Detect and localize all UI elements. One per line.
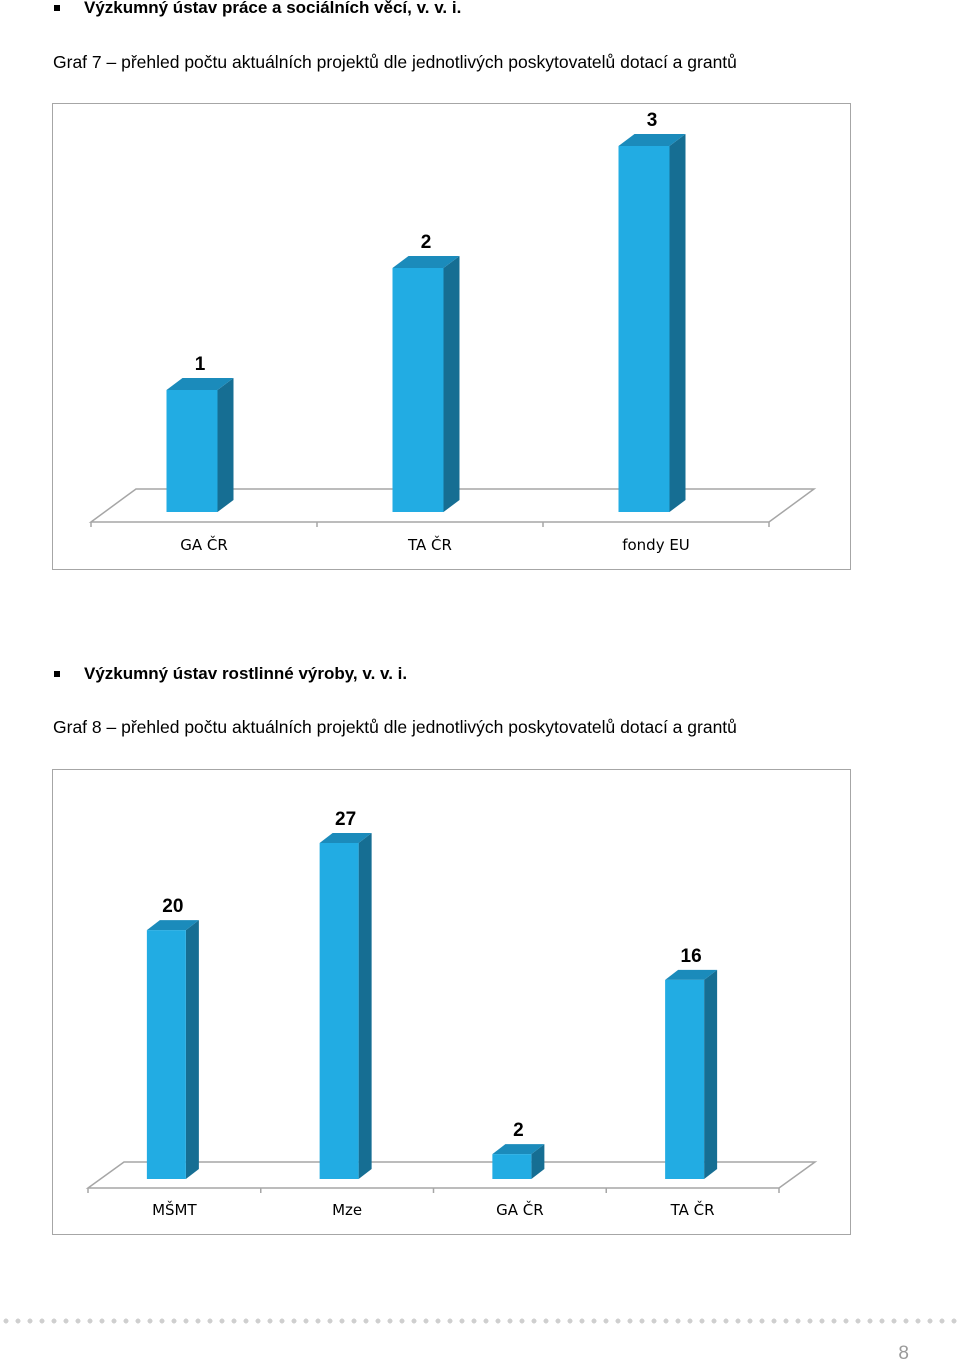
- graf7-category-label-1: TA ČR: [408, 536, 452, 554]
- graf7-category-label-2: fondy EU: [622, 536, 690, 554]
- graf8-category-label-0: MŠMT: [152, 1201, 197, 1219]
- footer-dotted-divider: [0, 1317, 960, 1325]
- page-number: 8: [898, 1343, 909, 1364]
- graf8-category-label-1: Mze: [332, 1201, 363, 1219]
- bullet-icon: [54, 5, 60, 11]
- bullet-icon: [54, 671, 60, 677]
- graf8-bar-3: [665, 980, 704, 1179]
- graf7-svg: [53, 104, 850, 569]
- graf8-category-label-3: TA ČR: [670, 1201, 715, 1219]
- graf8-bar-side-3: [704, 970, 717, 1179]
- graf8-bar-side-1: [359, 833, 372, 1179]
- graf8-svg: [53, 770, 850, 1234]
- graf8-bar-side-0: [186, 920, 199, 1179]
- section2-heading-row: [54, 664, 407, 684]
- graf7-bar-side-0: [218, 378, 234, 512]
- section1-heading-row: [54, 0, 461, 18]
- graf8-bar-0: [147, 930, 186, 1179]
- graf7-bar-0: [167, 390, 218, 512]
- section2-heading: Výzkumný ústav rostlinné výroby, v. v. i.: [84, 664, 408, 683]
- graf8-value-label-1: 27: [335, 809, 357, 830]
- graf8-value-label-3: 16: [680, 945, 702, 967]
- graf8-bar-2: [492, 1154, 531, 1179]
- graf8-value-label-0: 20: [162, 896, 184, 918]
- graf8-bar-1: [320, 843, 359, 1179]
- section1-heading: Výzkumný ústav práce a sociálních věcí, v. v. i.: [84, 0, 462, 17]
- graf7-value-label-1: 2: [420, 232, 432, 253]
- graf7-bar-side-1: [444, 256, 460, 512]
- graf8-category-label-2: GA ČR: [496, 1201, 544, 1219]
- graf7-value-label-2: 3: [646, 110, 658, 131]
- graf7-bar-2: [619, 146, 670, 512]
- graf7-caption: Graf 7 – přehled počtu aktuálních projektů dle jednotlivých poskytovatelů dotací a grantů: [53, 52, 737, 72]
- graf8-value-label-2: 2: [513, 1120, 524, 1142]
- graf7-bar-side-2: [670, 134, 686, 512]
- graf7-category-label-0: GA ČR: [180, 536, 228, 554]
- graf7-value-label-0: 1: [194, 354, 206, 375]
- graf8-caption: Graf 8 – přehled počtu aktuálních projektů dle jednotlivých poskytovatelů dotací a grantů: [53, 717, 737, 737]
- graf8-chart: [52, 769, 851, 1235]
- graf7-chart: [52, 103, 851, 570]
- graf7-bar-1: [393, 268, 444, 512]
